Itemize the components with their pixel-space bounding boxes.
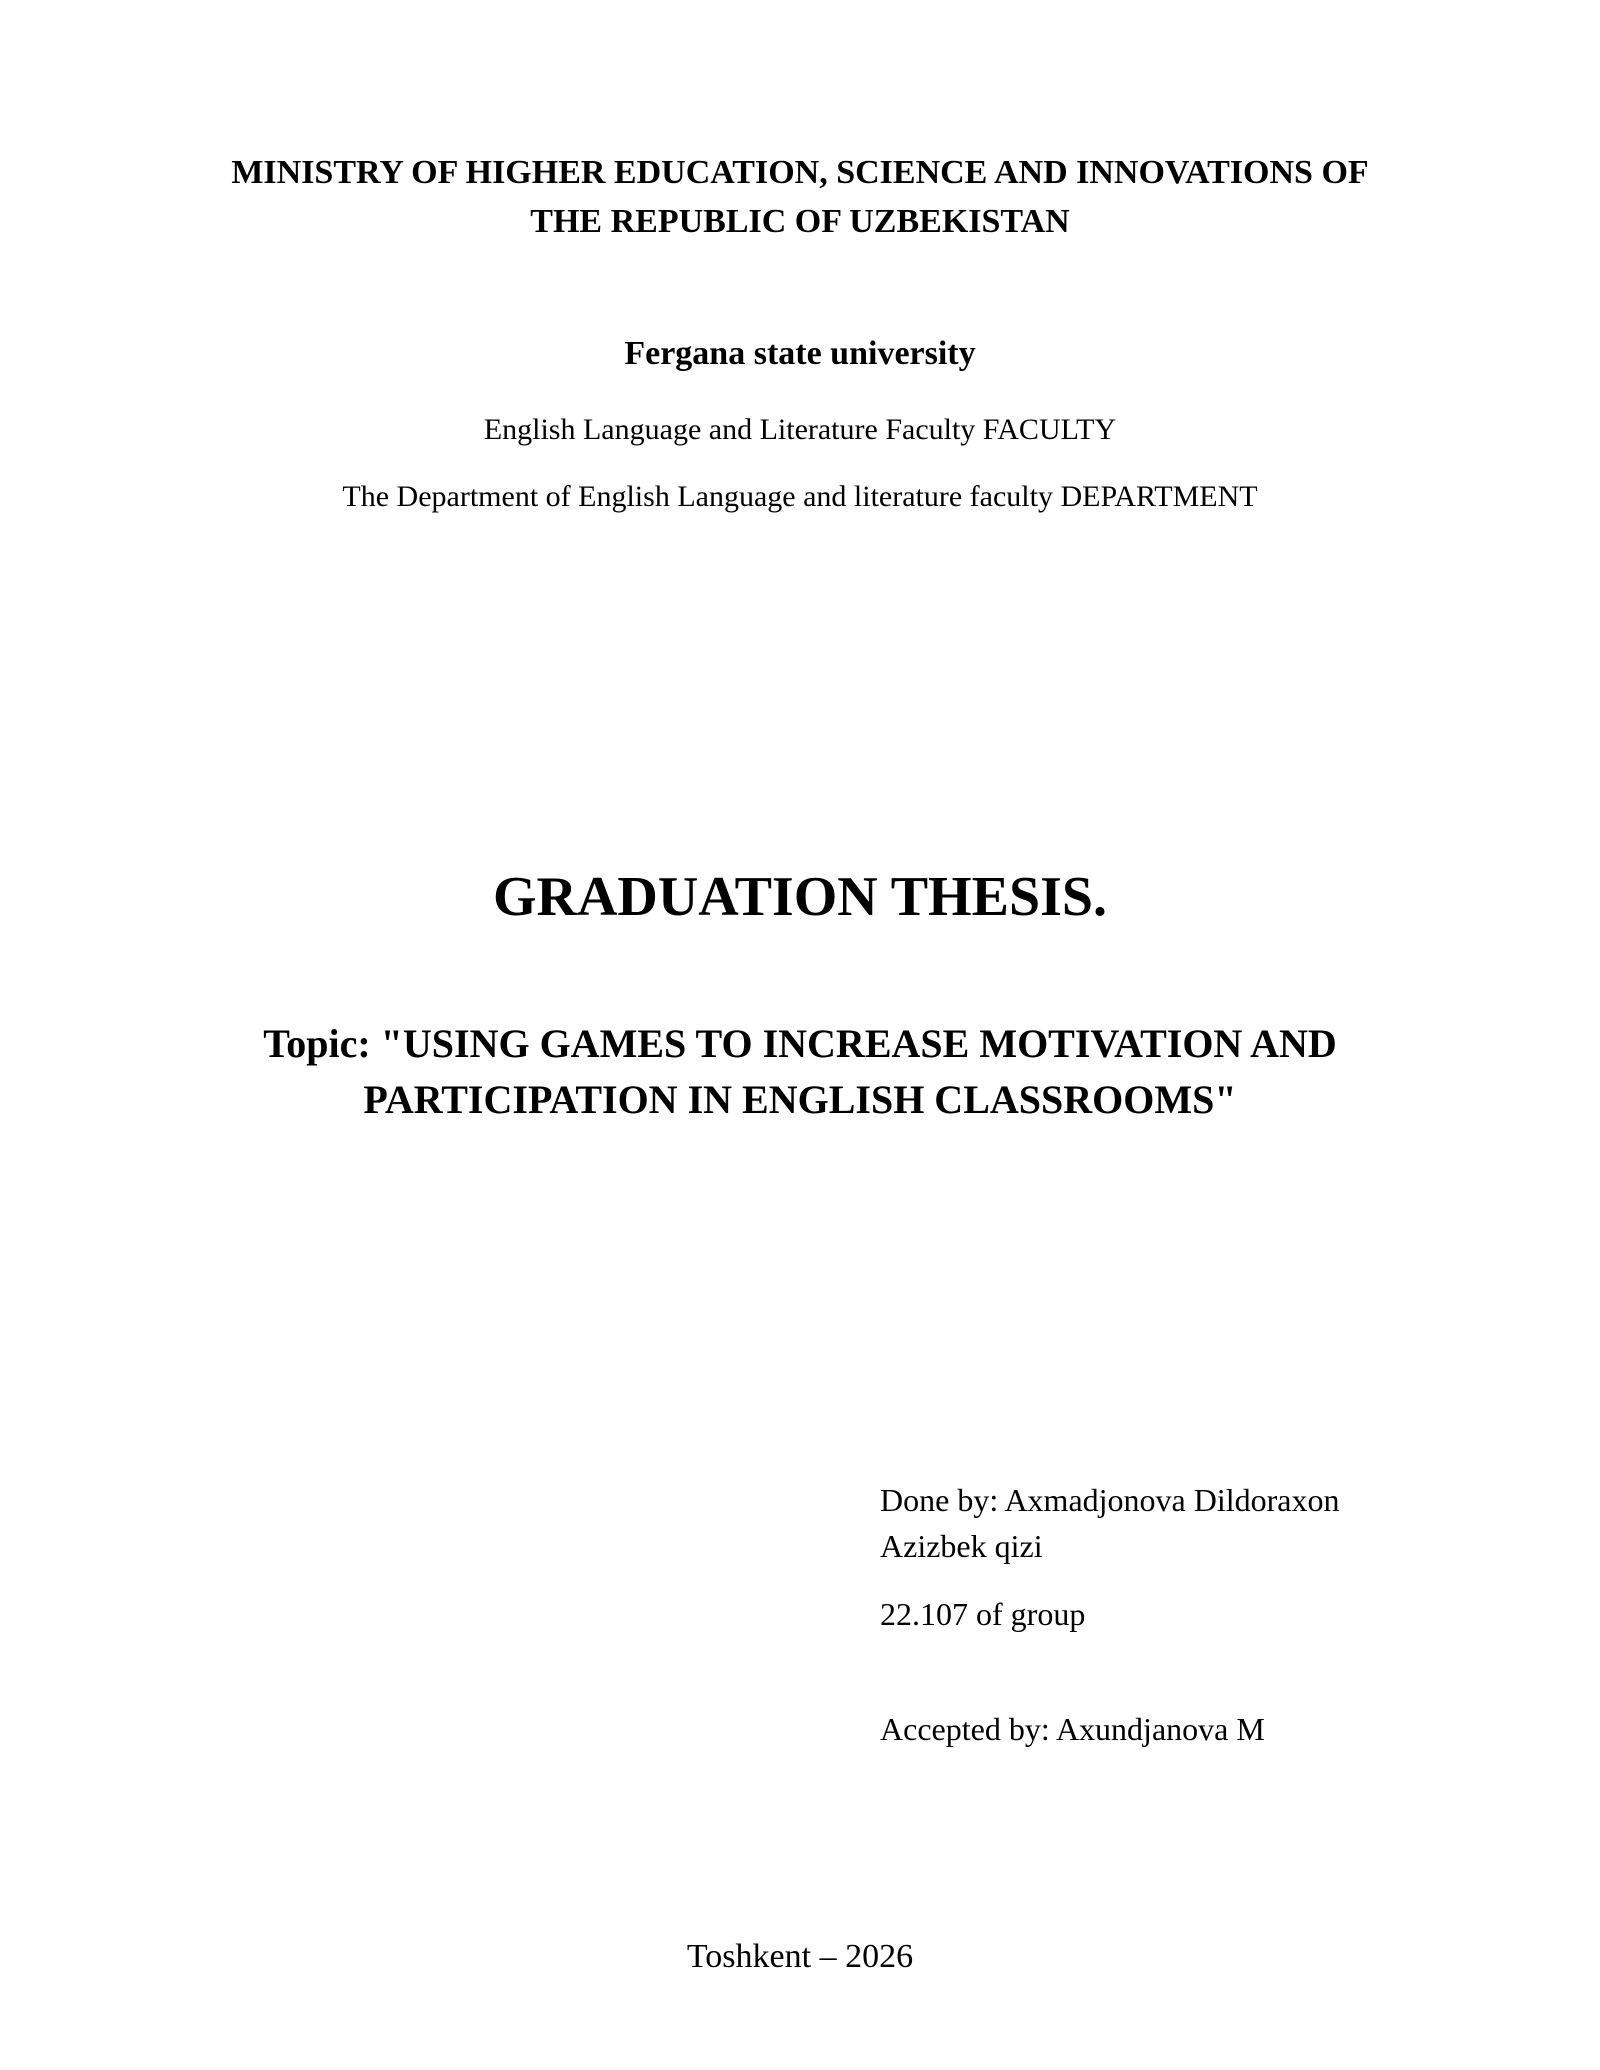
document-title: GRADUATION THESIS.	[492, 866, 1108, 928]
topic-line-2: PARTICIPATION IN ENGLISH CLASSROOMS"	[363, 1077, 1237, 1122]
ministry-line-2: THE REPUBLIC OF UZBEKISTAN	[530, 203, 1070, 240]
supervisor: Accepted by: Axundjanova M	[880, 1711, 1265, 1747]
department-name: The Department of English Language and literature faculty DEPARTMENT	[342, 480, 1258, 513]
ministry-line-1: MINISTRY OF HIGHER EDUCATION, SCIENCE AND INNOVATIONS OF	[231, 154, 1369, 191]
author-block	[880, 1477, 1440, 1569]
topic-line-1: Topic: "USING GAMES TO INCREASE MOTIVATION AND	[263, 1021, 1337, 1066]
university-name: Fergana state university	[624, 335, 976, 372]
faculty-name: English Language and Literature Faculty FACULTY	[483, 413, 1117, 446]
thesis-topic	[0, 1016, 1600, 1128]
group-number: 22.107 of group	[880, 1596, 1086, 1632]
city-year: Toshkent – 2026	[686, 1938, 914, 1975]
ministry-heading	[0, 148, 1600, 246]
author-line-1: Done by: Axmadjonova Dildoraxon	[880, 1482, 1340, 1518]
author-line-2: Azizbek qizi	[880, 1528, 1043, 1564]
